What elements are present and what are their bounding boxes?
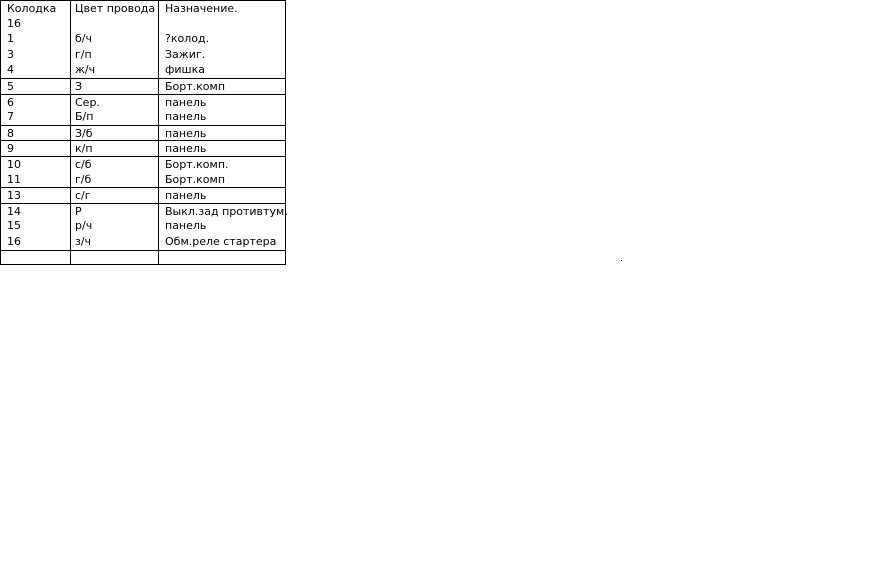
wire-color-cell: Б/п [71, 109, 159, 125]
wire-color-cell: г/п [71, 47, 159, 63]
purpose-cell: Выкл.зад противтум. [159, 203, 286, 219]
pin-cell [0, 250, 71, 266]
table-row [0, 78, 286, 94]
wire-color-cell: с/б [71, 156, 159, 172]
purpose-cell [159, 16, 286, 32]
table-row [0, 94, 286, 110]
pin-cell: 16 [0, 234, 71, 250]
purpose-cell: Борт.комп. [159, 156, 286, 172]
pin-cell: 3 [0, 47, 71, 63]
purpose-cell: панель [159, 218, 286, 234]
purpose-cell: Обм.реле стартера [159, 234, 286, 250]
table-row [0, 156, 286, 172]
pin-cell: 13 [0, 187, 71, 203]
purpose-cell: панель [159, 109, 286, 125]
pin-cell: 7 [0, 109, 71, 125]
table-row [0, 172, 286, 188]
table-row [0, 250, 286, 266]
purpose-cell: Борт.комп [159, 172, 286, 188]
table-row [0, 62, 286, 78]
table-row [0, 203, 286, 219]
wiring-table [0, 0, 286, 265]
header-purpose: Назначение. [159, 0, 286, 16]
wire-color-cell: З [71, 78, 159, 94]
purpose-cell: фишка [159, 62, 286, 78]
table-row [0, 109, 286, 125]
pin-cell: 11 [0, 172, 71, 188]
table-header-row [0, 0, 286, 16]
pin-cell: 8 [0, 125, 71, 141]
wire-color-cell: с/г [71, 187, 159, 203]
pin-cell: 5 [0, 78, 71, 94]
table-row [0, 31, 286, 47]
purpose-cell [159, 250, 286, 266]
wire-color-cell: к/п [71, 140, 159, 156]
table-row [0, 125, 286, 141]
table-row [0, 47, 286, 63]
purpose-cell: Зажиг. [159, 47, 286, 63]
wire-color-cell: р/ч [71, 218, 159, 234]
table-row [0, 16, 286, 32]
header-pin: Колодка [0, 0, 71, 16]
pin-cell: 14 [0, 203, 71, 219]
wire-color-cell: б/ч [71, 31, 159, 47]
purpose-cell: Борт.комп [159, 78, 286, 94]
pin-cell: 6 [0, 94, 71, 110]
purpose-cell: панель [159, 187, 286, 203]
wire-color-cell: Р [71, 203, 159, 219]
wire-color-cell [71, 16, 159, 32]
purpose-cell: панель [159, 140, 286, 156]
table-row [0, 234, 286, 250]
pin-cell: 9 [0, 140, 71, 156]
wire-color-cell [71, 250, 159, 266]
table-row [0, 140, 286, 156]
pin-cell: 4 [0, 62, 71, 78]
purpose-cell: панель [159, 125, 286, 141]
wire-color-cell: Сер. [71, 94, 159, 110]
wire-color-cell: г/б [71, 172, 159, 188]
wire-color-cell: з/ч [71, 234, 159, 250]
pin-cell: 15 [0, 218, 71, 234]
pin-cell: 16 [0, 16, 71, 32]
purpose-cell: панель [159, 94, 286, 110]
table-row [0, 187, 286, 203]
purpose-cell: ?колод. [159, 31, 286, 47]
wire-color-cell: З/б [71, 125, 159, 141]
header-wire-color: Цвет провода [71, 0, 159, 16]
pin-cell: 10 [0, 156, 71, 172]
stray-dot [621, 260, 622, 261]
wire-color-cell: ж/ч [71, 62, 159, 78]
table-row [0, 218, 286, 234]
pin-cell: 1 [0, 31, 71, 47]
